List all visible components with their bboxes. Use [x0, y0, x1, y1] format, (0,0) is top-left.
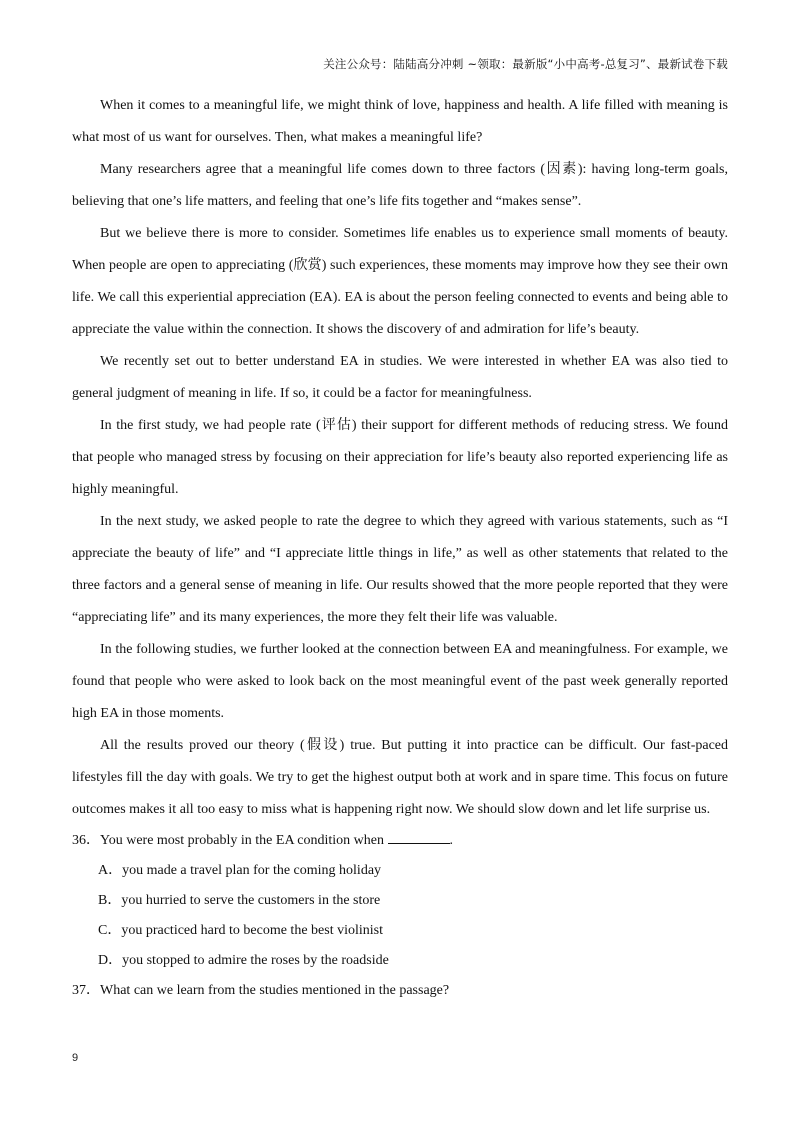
answer-blank [388, 831, 450, 844]
paragraph-6: In the next study, we asked people to rate the degree to which they agreed with various statements, such as “I appreciate the beauty of life” and “I appreciate little things in life,” as well as other statements that related to the three factors and a general sense of meaning in life. Our results showed that the more people reported that they were “appreciating life” and its many experiences, the more they felt their life was valuable. [72, 514, 728, 625]
page-number: 9 [72, 1052, 79, 1064]
paragraph-8: All the results proved our theory (假设) true. But putting it into practice can be difficult. Our fast-paced lifestyles fill the day with goals. We try to get the highest output both at work and in spare time. This focus on future outcomes makes it all too easy to miss what is happening right now. We should slow down and let life surprise us. [72, 738, 728, 817]
option-d: D．you stopped to admire the roses by the roadside [98, 953, 389, 968]
option-c: C．you practiced hard to become the best violinist [98, 923, 383, 938]
option-a: A．you made a travel plan for the coming holiday [98, 863, 382, 878]
question-stem: 37．What can we learn from the studies mentioned in the passage? [72, 983, 450, 998]
page-header: 关注公众号：陆陆高分冲刺 ~领取：最新版“小中高考-总复习”、最新试卷下载 [323, 57, 728, 71]
paragraph-5: In the first study, we had people rate (评估) their support for different methods of reducing stress. We found that people who managed stress by focusing on their appreciation for life’s beauty also reported experiencing life as highly meaningful. [72, 418, 728, 497]
paragraph-2: Many researchers agree that a meaningful life comes down to three factors (因素): having long-term goals, believing that one’s life matters, and feeling that one’s life fits together and “makes sense”. [72, 162, 728, 209]
paragraph-7: In the following studies, we further looked at the connection between EA and meaningfulness. For example, we found that people who were asked to look back on the most meaningful event of the past week generally reported high EA in those moments. [72, 642, 728, 721]
question-stem-text: 36．You were most probably in the EA condition when [72, 833, 384, 848]
paragraph-4: We recently set out to better understand EA in studies. We were interested in whether EA was also tied to general judgment of meaning in life. If so, it could be a factor for meaningfulness. [72, 354, 728, 401]
question-36 [72, 826, 728, 976]
question-stem [72, 826, 728, 856]
question-stem-end: . [449, 833, 453, 848]
article-body [72, 90, 728, 1006]
option-b: B．you hurried to serve the customers in the store [98, 893, 381, 908]
paragraph-3: But we believe there is more to consider. Sometimes life enables us to experience small moments of beauty. When people are open to appreciating (欣赏) such experiences, these moments may improve how they see their own life. We call this experiential appreciation (EA). EA is about the person feeling connected to events and being able to appreciate the value within the connection. It shows the discovery of and admiration for life’s beauty. [72, 226, 728, 337]
paragraph-1: When it comes to a meaningful life, we might think of love, happiness and health. A life filled with meaning is what most of us want for ourselves. Then, what makes a meaningful life? [72, 98, 728, 145]
question-37 [72, 976, 728, 1006]
